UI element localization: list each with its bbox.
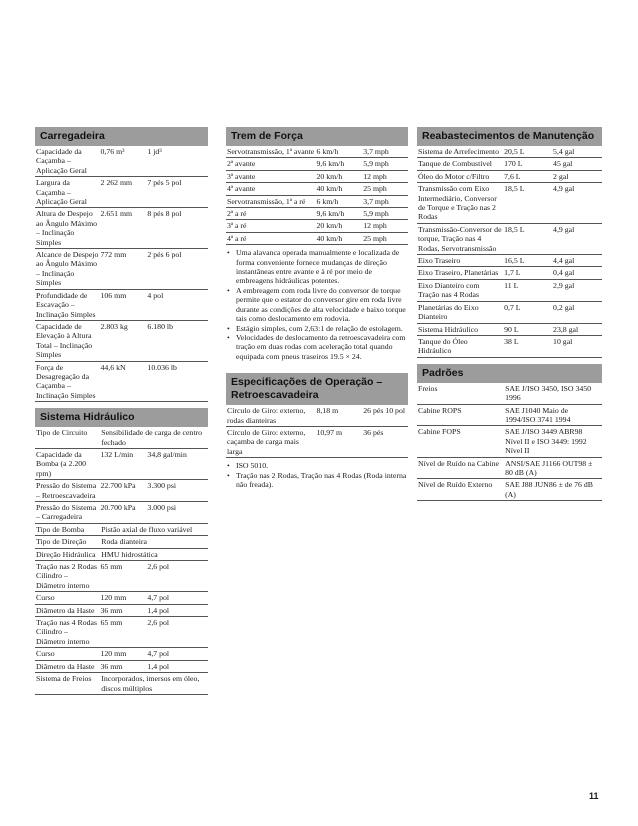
table-cell: Planetárias do Eixo Dianteiro — [418, 302, 479, 322]
table-cell: 3,7 mph — [363, 196, 389, 206]
table-cell: Eixo Traseiro, Planetárias — [418, 268, 499, 278]
section-header-trem-de-forca: Trem de Força — [226, 127, 408, 146]
table-cell: 2 gal — [553, 171, 569, 181]
table-row — [417, 405, 602, 427]
table-row — [417, 324, 602, 336]
table-row — [35, 502, 208, 524]
table-cell: Tipo de Circuito — [36, 428, 88, 438]
table-cell: 1,7 L — [504, 268, 521, 278]
table-cell: SAE J88 JUN86 ± de 76 dB (A) — [505, 480, 593, 499]
table-cell: Círculo de Giro: externo, caçamba de carga mais larga — [227, 427, 306, 456]
table-cell: Força de Desagregação da Caçamba – Inclinação Simples — [36, 362, 96, 400]
bullet-text: Velocidades de deslocamento da retroescavadeira com tração em duas rodas com aceleração total quando equipada com pneus traseiros 19.5 × 24. — [236, 332, 406, 361]
bullet-icon: • — [227, 248, 230, 258]
table-row — [35, 561, 208, 592]
table-cell: 5,4 gal — [553, 147, 575, 156]
table-cell: 12 mph — [363, 171, 387, 181]
section-padroes — [417, 364, 602, 501]
table-row — [35, 208, 208, 249]
table-cell: Nível de Ruído na Cabine — [418, 458, 499, 468]
bullets-trem-de-forca — [226, 248, 408, 361]
table-row — [35, 427, 208, 449]
table-cell: 25 mph — [363, 184, 387, 194]
table-row — [35, 290, 208, 321]
table-row — [226, 208, 408, 220]
table-cell: 23,8 gal — [553, 324, 579, 334]
table-cell: ANSI/SAE J1166 OUT98 ± 80 dB (A) — [505, 458, 593, 477]
table-row — [35, 617, 208, 648]
section-header-sistema-hidraulico: Sistema Hidráulico — [35, 408, 208, 427]
table-cell: Roda dianteira — [101, 537, 147, 547]
table-row — [226, 196, 408, 208]
table-cell: Sistema de Freios — [36, 674, 92, 684]
table-row — [35, 480, 208, 502]
table-row — [35, 524, 208, 536]
page-number: 11 — [589, 791, 599, 801]
table-cell: 2 262 mm — [100, 178, 133, 188]
bullet-item — [226, 471, 408, 490]
table-cell: Curso — [36, 593, 55, 603]
bullet-text: Tração nas 2 Rodas, Tração nas 4 Rodas (Roda interna não freada). — [236, 470, 407, 489]
table-cell: 4,7 pol — [147, 593, 170, 603]
table-cell: 22.700 kPa — [100, 481, 136, 491]
table-cell: 25 mph — [363, 233, 387, 243]
table-cell: 36 mm — [100, 661, 123, 671]
table-row — [417, 171, 602, 183]
table-cell: 34,8 gal/min — [147, 449, 187, 459]
table-cell: 8 pés 8 pol — [147, 209, 182, 219]
table-cell: 20 km/h — [316, 221, 343, 231]
table-cell: Profundidade de Escavação – Inclinação Simples — [36, 290, 96, 319]
table-cell: Pistão axial de fluxo variável — [101, 524, 193, 534]
table-cell: Sistema de Arrefecimento — [418, 147, 499, 156]
table-cell: 2,6 pol — [147, 562, 170, 572]
table-cell: Diâmetro da Haste — [36, 661, 95, 671]
bullet-item — [226, 461, 408, 470]
table-row — [417, 280, 602, 302]
table-row — [35, 648, 208, 660]
table-cell: 2,9 gal — [553, 280, 575, 290]
table-row — [226, 146, 408, 158]
table-cell: Servotransmissão, 1ª a ré — [227, 196, 306, 206]
table-cell: Largura da Caçamba – Aplicação Geral — [36, 178, 87, 207]
table-cell: 38 L — [504, 336, 519, 346]
table-row — [35, 449, 208, 480]
table-cell: Incorporados, imersos em óleo, discos múltiplos — [101, 674, 200, 693]
table-reabastecimentos — [417, 146, 602, 358]
table-cell: 4ª avante — [227, 184, 256, 194]
table-cell: Tipo de Bomba — [36, 524, 85, 534]
table-cell: Tração nas 4 Rodas Cilindro – Diâmetro interno — [36, 618, 97, 646]
table-row — [35, 321, 208, 362]
table-cell: Capacidade de Elevação à Altura Total – Inclinação Simples — [36, 321, 93, 360]
table-cell: SAE J/ISO 3449 ABR98 Nível II e ISO 3449: 1992 Nível II — [505, 427, 587, 456]
table-cell: 4,9 gal — [553, 224, 575, 234]
bullet-text: Uma alavanca operada manualmente e localizada de forma conveniente fornece mudanças de direção instantâneas entre avante e à ré por meio de embreagens hidráulicas potentes. — [236, 248, 400, 286]
bullet-icon: • — [227, 332, 230, 342]
table-cell: 4ª a ré — [227, 233, 247, 243]
table-cell: 7,6 L — [504, 171, 521, 181]
bullet-item — [226, 333, 408, 361]
table-cell: Freios — [418, 383, 438, 393]
table-cell: Cabine FOPS — [418, 427, 461, 437]
table-cell: 40 km/h — [316, 184, 343, 194]
table-cell: 2.803 kg — [100, 321, 128, 331]
bullet-icon: • — [227, 285, 230, 295]
bullet-item — [226, 324, 408, 333]
table-trem-de-forca — [226, 146, 408, 245]
table-cell: 5,9 mph — [363, 159, 389, 169]
bullets-especificacoes — [226, 461, 408, 489]
table-especificacoes — [226, 405, 408, 458]
table-row — [226, 183, 408, 195]
table-row — [35, 249, 208, 290]
table-cell: 132 L/min — [100, 449, 134, 459]
table-cell: 6.180 lb — [147, 321, 173, 331]
table-cell: HMU hidrostática — [101, 549, 158, 559]
table-cell: Sistema Hidráulico — [418, 324, 478, 334]
table-row — [226, 220, 408, 232]
table-cell: Tipo de Direção — [36, 537, 87, 547]
table-cell: 4 pol — [147, 290, 164, 300]
table-cell: 6 km/h — [316, 196, 339, 206]
table-row — [35, 549, 208, 561]
table-cell: Tanque do Óleo Hidráulico — [418, 336, 468, 356]
table-cell: Tração nas 2 Rodas Cilindro – Diâmetro interno — [36, 562, 97, 590]
table-cell: 3.300 psi — [147, 481, 177, 491]
table-row — [226, 233, 408, 245]
table-cell: 10 gal — [553, 336, 573, 346]
table-cell: SAE J/ISO 3450, ISO 3450 1996 — [505, 383, 592, 403]
table-cell: Tanque de Combustível — [418, 159, 492, 169]
bullet-icon: • — [227, 323, 230, 333]
table-cell: 7 pés 5 pol — [147, 178, 182, 188]
table-row — [226, 427, 408, 458]
table-row — [226, 158, 408, 170]
table-cell: 3.000 psi — [147, 503, 177, 512]
table-cell: 18,5 L — [504, 224, 525, 234]
table-cell: Direção Hidráulica — [36, 549, 96, 559]
bullet-text: A embreagem com roda livre do conversor de torque permite que o estator do conversor gire em roda livre durante as condições de alta velocidade e baixo torque tais como deslocamento em rodovia. — [236, 285, 406, 324]
table-cell: 4,7 pol — [147, 649, 170, 659]
table-row — [417, 426, 602, 457]
table-cell: Eixo Traseiro — [418, 256, 461, 266]
column-left — [35, 127, 208, 701]
table-row — [417, 146, 602, 158]
table-row — [417, 458, 602, 480]
table-cell: Altura de Despejo ao Ângulo Máximo – Inclinação Simples — [36, 209, 98, 247]
table-cell: 3ª avante — [227, 171, 256, 181]
table-row — [226, 405, 408, 427]
table-cell: 2,6 pol — [147, 618, 170, 628]
table-cell: 170 L — [504, 159, 523, 169]
table-cell: Pressão do Sistema – Carregadeira — [36, 503, 97, 522]
table-cell: 9,6 km/h — [316, 209, 345, 219]
table-row — [417, 158, 602, 170]
table-cell: 120 mm — [100, 593, 127, 603]
table-row — [226, 171, 408, 183]
table-row — [417, 479, 602, 501]
table-cell: 2ª a ré — [227, 209, 247, 219]
table-cell: 10.036 lb — [147, 362, 177, 372]
table-carregadeira — [35, 146, 208, 402]
bullet-icon: • — [227, 461, 230, 471]
table-cell: 36 mm — [100, 605, 123, 615]
table-cell: 4,9 gal — [553, 184, 575, 194]
table-cell: Capacidade da Bomba (a 2.200 rpm) — [36, 449, 87, 478]
table-row — [35, 661, 208, 673]
section-header-carregadeira: Carregadeira — [35, 127, 208, 146]
table-cell: 772 mm — [100, 250, 127, 260]
bullet-icon: • — [227, 470, 230, 480]
table-cell: 11 L — [504, 280, 519, 290]
table-cell: 3ª a ré — [227, 221, 247, 231]
table-cell: 6 km/h — [316, 147, 339, 156]
table-cell: 90 L — [504, 324, 519, 334]
table-cell: Capacidade da Caçamba – Aplicação Geral — [36, 147, 87, 175]
table-cell: 2.651 mm — [100, 209, 133, 219]
table-cell: Transmissão-Conversor de torque, Tração nas 4 Rodas, Servotransmissão — [418, 224, 502, 253]
table-cell: Óleo do Motor c/Filtro — [418, 171, 490, 181]
table-cell: 8,18 m — [316, 406, 339, 416]
table-cell: 10,97 m — [316, 427, 343, 437]
table-row — [35, 177, 208, 208]
table-cell: 0,4 gal — [553, 268, 575, 278]
table-row — [35, 592, 208, 604]
section-header-padroes: Padrões — [417, 364, 602, 383]
table-cell: 20.700 kPa — [100, 503, 136, 512]
table-cell: 40 km/h — [316, 233, 343, 243]
table-cell: Diâmetro da Haste — [36, 605, 95, 615]
table-cell: 26 pés 10 pol — [363, 406, 406, 416]
table-cell: 9,6 km/h — [316, 159, 345, 169]
table-cell: Círculo de Giro: externo, rodas dianteiras — [227, 406, 306, 425]
section-especificacoes — [226, 373, 408, 489]
table-row — [417, 267, 602, 279]
column-middle — [226, 127, 408, 495]
bullet-text: ISO 5010. — [236, 461, 269, 471]
table-cell: 1,4 pol — [147, 605, 170, 615]
table-cell: 0,76 m³ — [100, 147, 125, 156]
table-cell: 44,6 kN — [100, 362, 126, 372]
table-cell: 5,9 mph — [363, 209, 389, 219]
table-cell: Curso — [36, 649, 55, 659]
table-cell: 45 gal — [553, 159, 573, 169]
table-cell: 106 mm — [100, 290, 127, 300]
table-cell: Sensibilidade de carga de centro fechado — [101, 428, 202, 447]
table-cell: Servotransmissão, 1ª avante — [227, 147, 315, 156]
table-cell: Eixo Dianteiro com Tração nas 4 Rodas — [418, 280, 480, 300]
table-cell: 3,7 mph — [363, 147, 389, 156]
section-header-reabastecimentos: Reabastecimentos de Manutenção — [417, 127, 602, 146]
table-cell: 36 pés — [363, 427, 384, 437]
table-cell: 20 km/h — [316, 171, 343, 181]
table-row — [35, 673, 208, 695]
table-cell: 12 mph — [363, 221, 387, 231]
table-row — [35, 536, 208, 548]
table-cell: Nível de Ruído Externo — [418, 480, 493, 490]
table-cell: Transmissão com Eixo Intermediário, Conversor de Torque e Tração nas 2 Rodas — [418, 184, 497, 222]
table-row — [417, 383, 602, 405]
table-row — [417, 255, 602, 267]
bullet-text: Estágio simples, com 2,63:1 de relação de estolagem. — [236, 323, 403, 333]
table-cell: 0,7 L — [504, 302, 521, 312]
section-trem-de-forca — [226, 127, 408, 361]
table-cell: 1,4 pol — [147, 661, 170, 671]
table-cell: 4,4 gal — [553, 256, 575, 266]
table-cell: 16,5 L — [504, 256, 525, 266]
table-cell: 65 mm — [100, 618, 123, 628]
table-cell: Cabine ROPS — [418, 405, 462, 415]
table-sistema-hidraulico — [35, 427, 208, 695]
table-cell: 1 jd³ — [147, 147, 162, 156]
table-cell: 65 mm — [100, 562, 123, 572]
table-row — [35, 605, 208, 617]
table-row — [417, 302, 602, 324]
section-reabastecimentos — [417, 127, 602, 358]
table-row — [417, 224, 602, 255]
table-row — [417, 336, 602, 358]
table-padroes — [417, 383, 602, 501]
table-cell: 18,5 L — [504, 184, 525, 194]
table-row — [417, 183, 602, 224]
table-cell: Alcance de Despejo ao Ângulo Máximo – Inclinação Simples — [36, 250, 99, 288]
bullet-item — [226, 248, 408, 286]
table-cell: SAE J1040 Maio de 1994/ISO 3741 1994 — [505, 405, 571, 424]
table-cell: 2 pés 6 pol — [147, 250, 182, 260]
table-row — [35, 146, 208, 177]
bullet-item — [226, 286, 408, 324]
table-cell: 2ª avante — [227, 159, 256, 169]
column-right — [417, 127, 602, 507]
section-carregadeira — [35, 127, 208, 402]
section-sistema-hidraulico — [35, 408, 208, 695]
table-row — [35, 362, 208, 403]
table-cell: 20,5 L — [504, 147, 525, 156]
table-cell: 120 mm — [100, 649, 127, 659]
table-cell: Pressão do Sistema – Retroescavadeira — [36, 481, 97, 500]
table-cell: 0,2 gal — [553, 302, 575, 312]
section-header-especificacoes: Especificações de Operação – Retroescavadeira — [226, 373, 408, 405]
